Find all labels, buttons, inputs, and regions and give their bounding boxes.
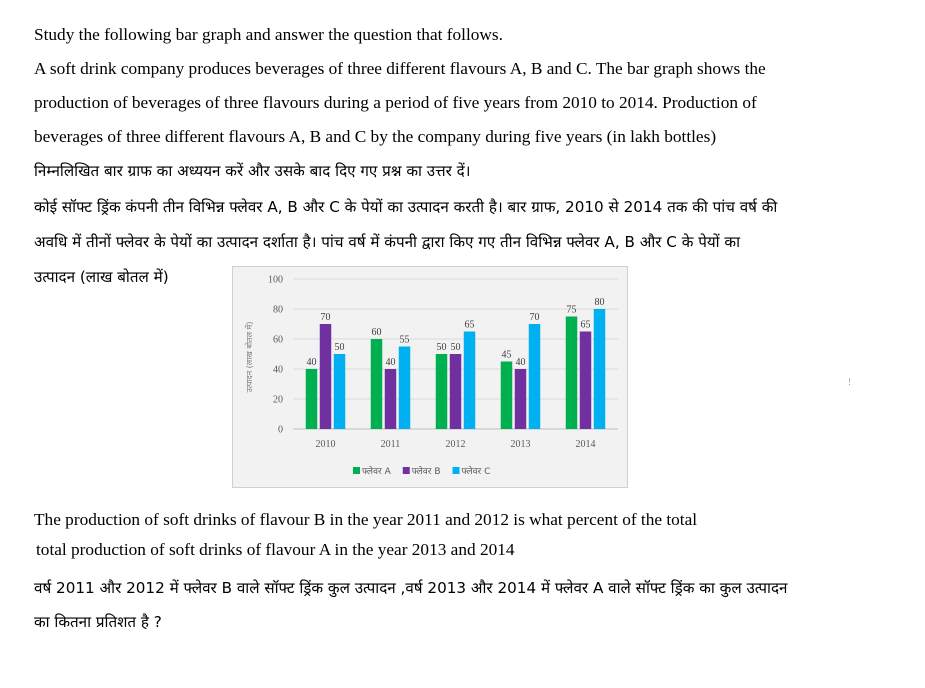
- data-label: 50: [436, 342, 447, 353]
- bar-2014-series-1: [566, 317, 578, 430]
- data-label: 55: [399, 334, 410, 346]
- bar-chart: [232, 266, 628, 488]
- hindi-line-1: निम्नलिखित बार ग्राफ का अध्ययन करें और उसके बाद दिए गए प्रश्न का उत्तर दें।: [34, 162, 471, 180]
- stray-mark: !: [848, 377, 851, 387]
- intro-line-1: Study the following bar graph and answer the question that follows.: [34, 25, 503, 44]
- x-tick-label: 2010: [315, 439, 336, 450]
- legend-swatch: [453, 467, 460, 474]
- legend-label: फ्लेवर C: [461, 467, 491, 477]
- intro-line-2: A soft drink company produces beverages of three different flavours A, B and C. The bar graph shows the: [34, 59, 766, 78]
- bar-2014-series-3: [594, 309, 606, 429]
- bar-2010-series-2: [320, 324, 332, 429]
- y-tick-label: 20: [273, 394, 283, 406]
- data-label: 65: [580, 319, 591, 331]
- data-label: 65: [464, 319, 475, 331]
- bar-2012-series-2: [450, 354, 462, 429]
- question-hi-line-1: वर्ष 2011 और 2012 में फ्लेवर B वाले सॉफ्ट ड्रिंक कुल उत्पादन ,वर्ष 2013 और 2014 में फ्लेवर A वाले सॉफ्ट ड्रिंक का कुल उत्पादन: [34, 579, 788, 597]
- bar-2011-series-1: [371, 339, 383, 429]
- x-tick-label: 2013: [510, 439, 531, 450]
- bar-2014-series-2: [580, 332, 592, 430]
- question-en-line-2: total production of soft drinks of flavour A in the year 2013 and 2014: [36, 540, 515, 559]
- data-label: 60: [371, 327, 382, 338]
- hindi-line-4: उत्पादन (लाख बोतल में): [34, 268, 169, 286]
- x-tick-label: 2011: [380, 439, 401, 450]
- bar-2012-series-3: [464, 332, 476, 430]
- data-label: 40: [306, 357, 317, 368]
- x-tick-label: 2012: [445, 439, 466, 450]
- data-label: 70: [529, 312, 540, 323]
- legend-label: फ्लेवर B: [411, 467, 441, 477]
- bar-2011-series-2: [385, 369, 397, 429]
- bar-chart-svg: [233, 267, 629, 489]
- bar-2012-series-1: [436, 354, 448, 429]
- y-tick-label: 40: [273, 364, 283, 376]
- y-tick-label: 0: [278, 424, 283, 436]
- x-tick-label: 2014: [575, 439, 596, 450]
- legend-label: फ्लेवर A: [362, 467, 391, 477]
- data-label: 40: [515, 357, 526, 368]
- y-tick-label: 100: [268, 274, 283, 286]
- legend-swatch: [403, 467, 410, 474]
- bar-2013-series-3: [529, 324, 541, 429]
- bar-2011-series-3: [399, 347, 411, 430]
- y-tick-label: 80: [273, 304, 283, 316]
- hindi-line-3: अवधि में तीनों फ्लेवर के पेयों का उत्पादन दर्शाता है। पांच वर्ष में कंपनी द्वारा किए गए तीन विभिन्न फ्लेवर A, B और C के पेयों का: [34, 233, 741, 251]
- y-axis-label: उत्पादन (लाख बोतल में): [245, 321, 254, 393]
- question-hi-line-2: का कितना प्रतिशत है ?: [34, 613, 162, 631]
- data-label: 70: [320, 312, 331, 323]
- intro-line-4: beverages of three different flavours A, B and C by the company during five years (in lakh bottles): [34, 127, 717, 146]
- bar-2013-series-2: [515, 369, 527, 429]
- data-label: 50: [334, 342, 345, 353]
- data-label: 80: [594, 297, 605, 308]
- data-label: 75: [566, 304, 577, 316]
- question-en-line-1: The production of soft drinks of flavour B in the year 2011 and 2012 is what percent of the total: [34, 510, 698, 529]
- data-label: 40: [385, 357, 396, 368]
- bar-2013-series-1: [501, 362, 513, 430]
- bar-2010-series-3: [334, 354, 346, 429]
- hindi-line-2: कोई सॉफ्ट ड्रिंक कंपनी तीन विभिन्न फ्लेवर A, B और C के पेयों का उत्पादन करती है। बार ग्राफ, 2010 से 2014 तक की पांच वर्ष की: [34, 198, 778, 216]
- legend-swatch: [353, 467, 360, 474]
- data-label: 50: [450, 342, 461, 353]
- y-tick-label: 60: [273, 334, 283, 346]
- bar-2010-series-1: [306, 369, 318, 429]
- data-label: 45: [501, 349, 512, 361]
- intro-line-3: production of beverages of three flavours during a period of five years from 2010 to 2014. Production of: [34, 93, 757, 112]
